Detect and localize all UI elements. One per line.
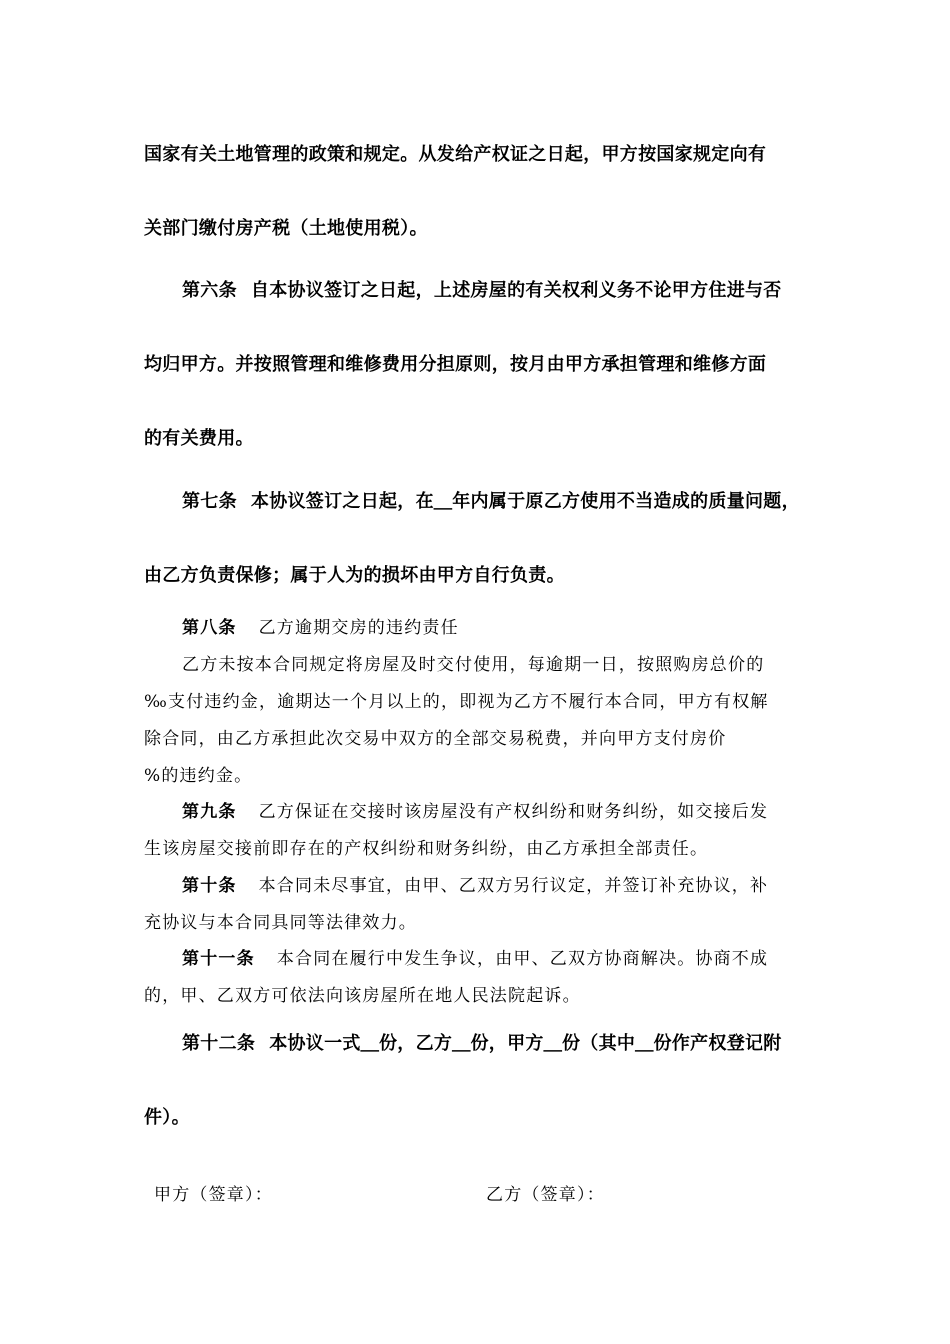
paragraph-line: 均归甲方。并按照管理和维修费用分担原则，按月由甲方承担管理和维修方面 [144, 354, 767, 375]
paragraph-line: ‰支付违约金，逾期达一个月以上的，即视为乙方不履行本合同，甲方有权解 [144, 692, 769, 712]
paragraph-line: 除合同，由乙方承担此次交易中双方的全部交易税费，并向甲方支付房价 [144, 729, 727, 749]
paragraph-line: 的，甲、乙双方可依法向该房屋所在地人民法院起诉。 [144, 986, 581, 1006]
paragraph-line: 件）。 [144, 1107, 190, 1128]
article-title: 第九条 [182, 802, 237, 822]
article-text: 乙方保证在交接时该房屋没有产权纠纷和财务纠纷，如交接后发 [258, 802, 769, 822]
article-text: 本合同未尽事宜，由甲、乙双方另行议定，并签订补充协议，补 [258, 876, 769, 896]
article-title: 第七条 [182, 491, 237, 512]
article-text: 自本协议签订之日起，上述房屋的有关权利义务不论甲方住进与否 [250, 280, 782, 301]
article-title: 第八条 [182, 618, 237, 638]
paragraph-line: 乙方未按本合同规定将房屋及时交付使用，每逾期一日，按照购房总价的 [182, 655, 765, 675]
paragraph-line: 由乙方负责保修；属于人为的损坏由甲方自行负责。 [144, 565, 565, 586]
article-text: 本协议签订之日起，在＿年内属于原乙方使用不当造成的质量问题， [250, 491, 800, 512]
article-title: 第十二条 [182, 1033, 256, 1054]
article-title: 第十一条 [182, 949, 255, 969]
article-7-line [182, 487, 800, 513]
paragraph-line: %的违约金。 [144, 766, 253, 786]
article-heading: 乙方逾期交房的违约责任 [258, 618, 459, 638]
article-8-line [182, 613, 459, 638]
paragraph-line: 充协议与本合同具同等法律效力。 [144, 913, 417, 933]
party-a-signature-label: 甲方（签章）： [154, 1185, 273, 1205]
article-text: 本协议一式＿份，乙方＿份，甲方＿份（其中＿份作产权登记附 [269, 1033, 782, 1054]
article-6-line [182, 276, 782, 302]
article-9-line [182, 797, 768, 822]
article-title: 第十条 [182, 876, 237, 896]
article-12-line [182, 1029, 782, 1055]
party-b-signature-label: 乙方（签章）： [486, 1185, 605, 1205]
paragraph-line: 生该房屋交接前即存在的产权纠纷和财务纠纷，由乙方承担全部责任。 [144, 839, 709, 859]
article-text: 本合同在履行中发生争议，由甲、乙双方协商解决。协商不成 [276, 949, 769, 969]
article-11-line [182, 944, 768, 969]
article-10-line [182, 871, 768, 896]
article-title: 第六条 [182, 280, 237, 301]
paragraph-line: 的有关费用。 [144, 428, 254, 449]
paragraph-line: 关部门缴付房产税（土地使用税）。 [144, 218, 428, 239]
paragraph-line: 国家有关土地管理的政策和规定。从发给产权证之日起，甲方按国家规定向有 [144, 144, 767, 165]
